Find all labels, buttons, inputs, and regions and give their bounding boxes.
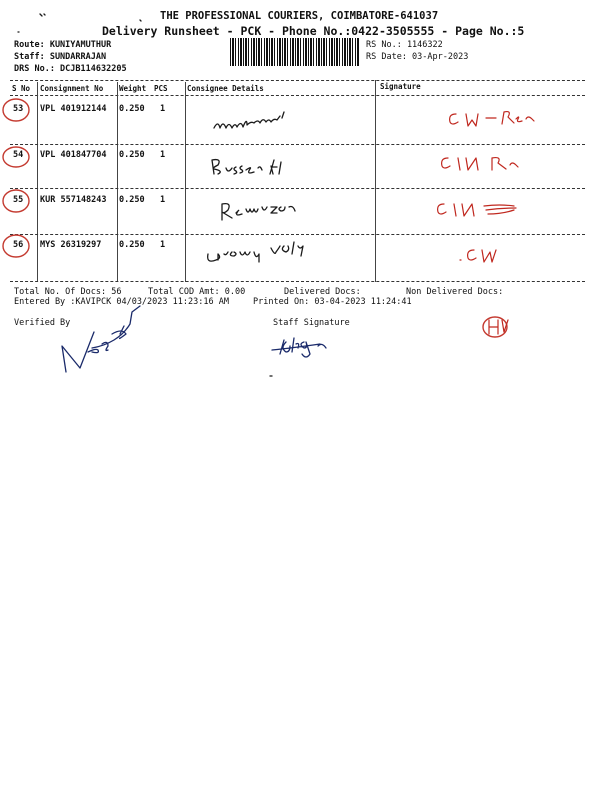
col-signature: Signature	[380, 82, 421, 91]
col-weight: Weight	[119, 84, 147, 93]
drs-number: DRS No.: DCJB114632205	[14, 64, 127, 74]
rs-number: RS No.: 1146322	[366, 40, 443, 50]
row-weight: 0.250	[119, 104, 145, 114]
staff-label: Staff: SUNDARRAJAN	[14, 52, 107, 62]
row-pcs: 1	[160, 104, 166, 114]
row-weight: 0.250	[119, 150, 145, 160]
staff-signature-label: Staff Signature	[273, 318, 350, 328]
entered-by: Entered By :KAVIPCK 04/03/2023 11:23:16 AM	[14, 297, 229, 307]
row-sno: 55	[13, 195, 24, 205]
row-weight: 0.250	[119, 195, 145, 205]
rs-date: RS Date: 03-Apr-2023	[366, 52, 469, 62]
row-consignment: KUR 557148243	[40, 195, 107, 205]
col-consignment: Consignment No	[40, 84, 104, 93]
runsheet-subtitle: Delivery Runsheet - PCK - Phone No.:0422-3505555 - Page No.:5	[102, 24, 525, 38]
total-cod: Total COD Amt: 0.00	[148, 287, 246, 297]
route-label: Route: KUNIYAMUTHUR	[14, 40, 112, 50]
verified-by-label: Verified By	[14, 318, 71, 328]
row-consignment: MYS 26319297	[40, 240, 102, 250]
row-consignment: VPL 401912144	[40, 104, 107, 114]
row-weight: 0.250	[119, 240, 145, 250]
row-pcs: 1	[160, 150, 166, 160]
row-sno: 54	[13, 150, 24, 160]
total-docs: Total No. Of Docs: 56	[14, 287, 122, 297]
delivered-docs: Delivered Docs:	[284, 287, 361, 297]
printed-on: Printed On: 03-04-2023 11:24:41	[253, 297, 412, 307]
non-delivered-docs: Non Delivered Docs:	[406, 287, 504, 297]
col-pcs: PCS	[154, 84, 168, 93]
col-consignee: Consignee Details	[187, 84, 264, 93]
row-consignment: VPL 401847704	[40, 150, 107, 160]
row-pcs: 1	[160, 240, 166, 250]
row-pcs: 1	[160, 195, 166, 205]
row-sno: 56	[13, 240, 24, 250]
company-title: THE PROFESSIONAL COURIERS, COIMBATORE-641037	[160, 10, 439, 22]
row-sno: 53	[13, 104, 24, 114]
col-sno: S No	[12, 84, 31, 93]
